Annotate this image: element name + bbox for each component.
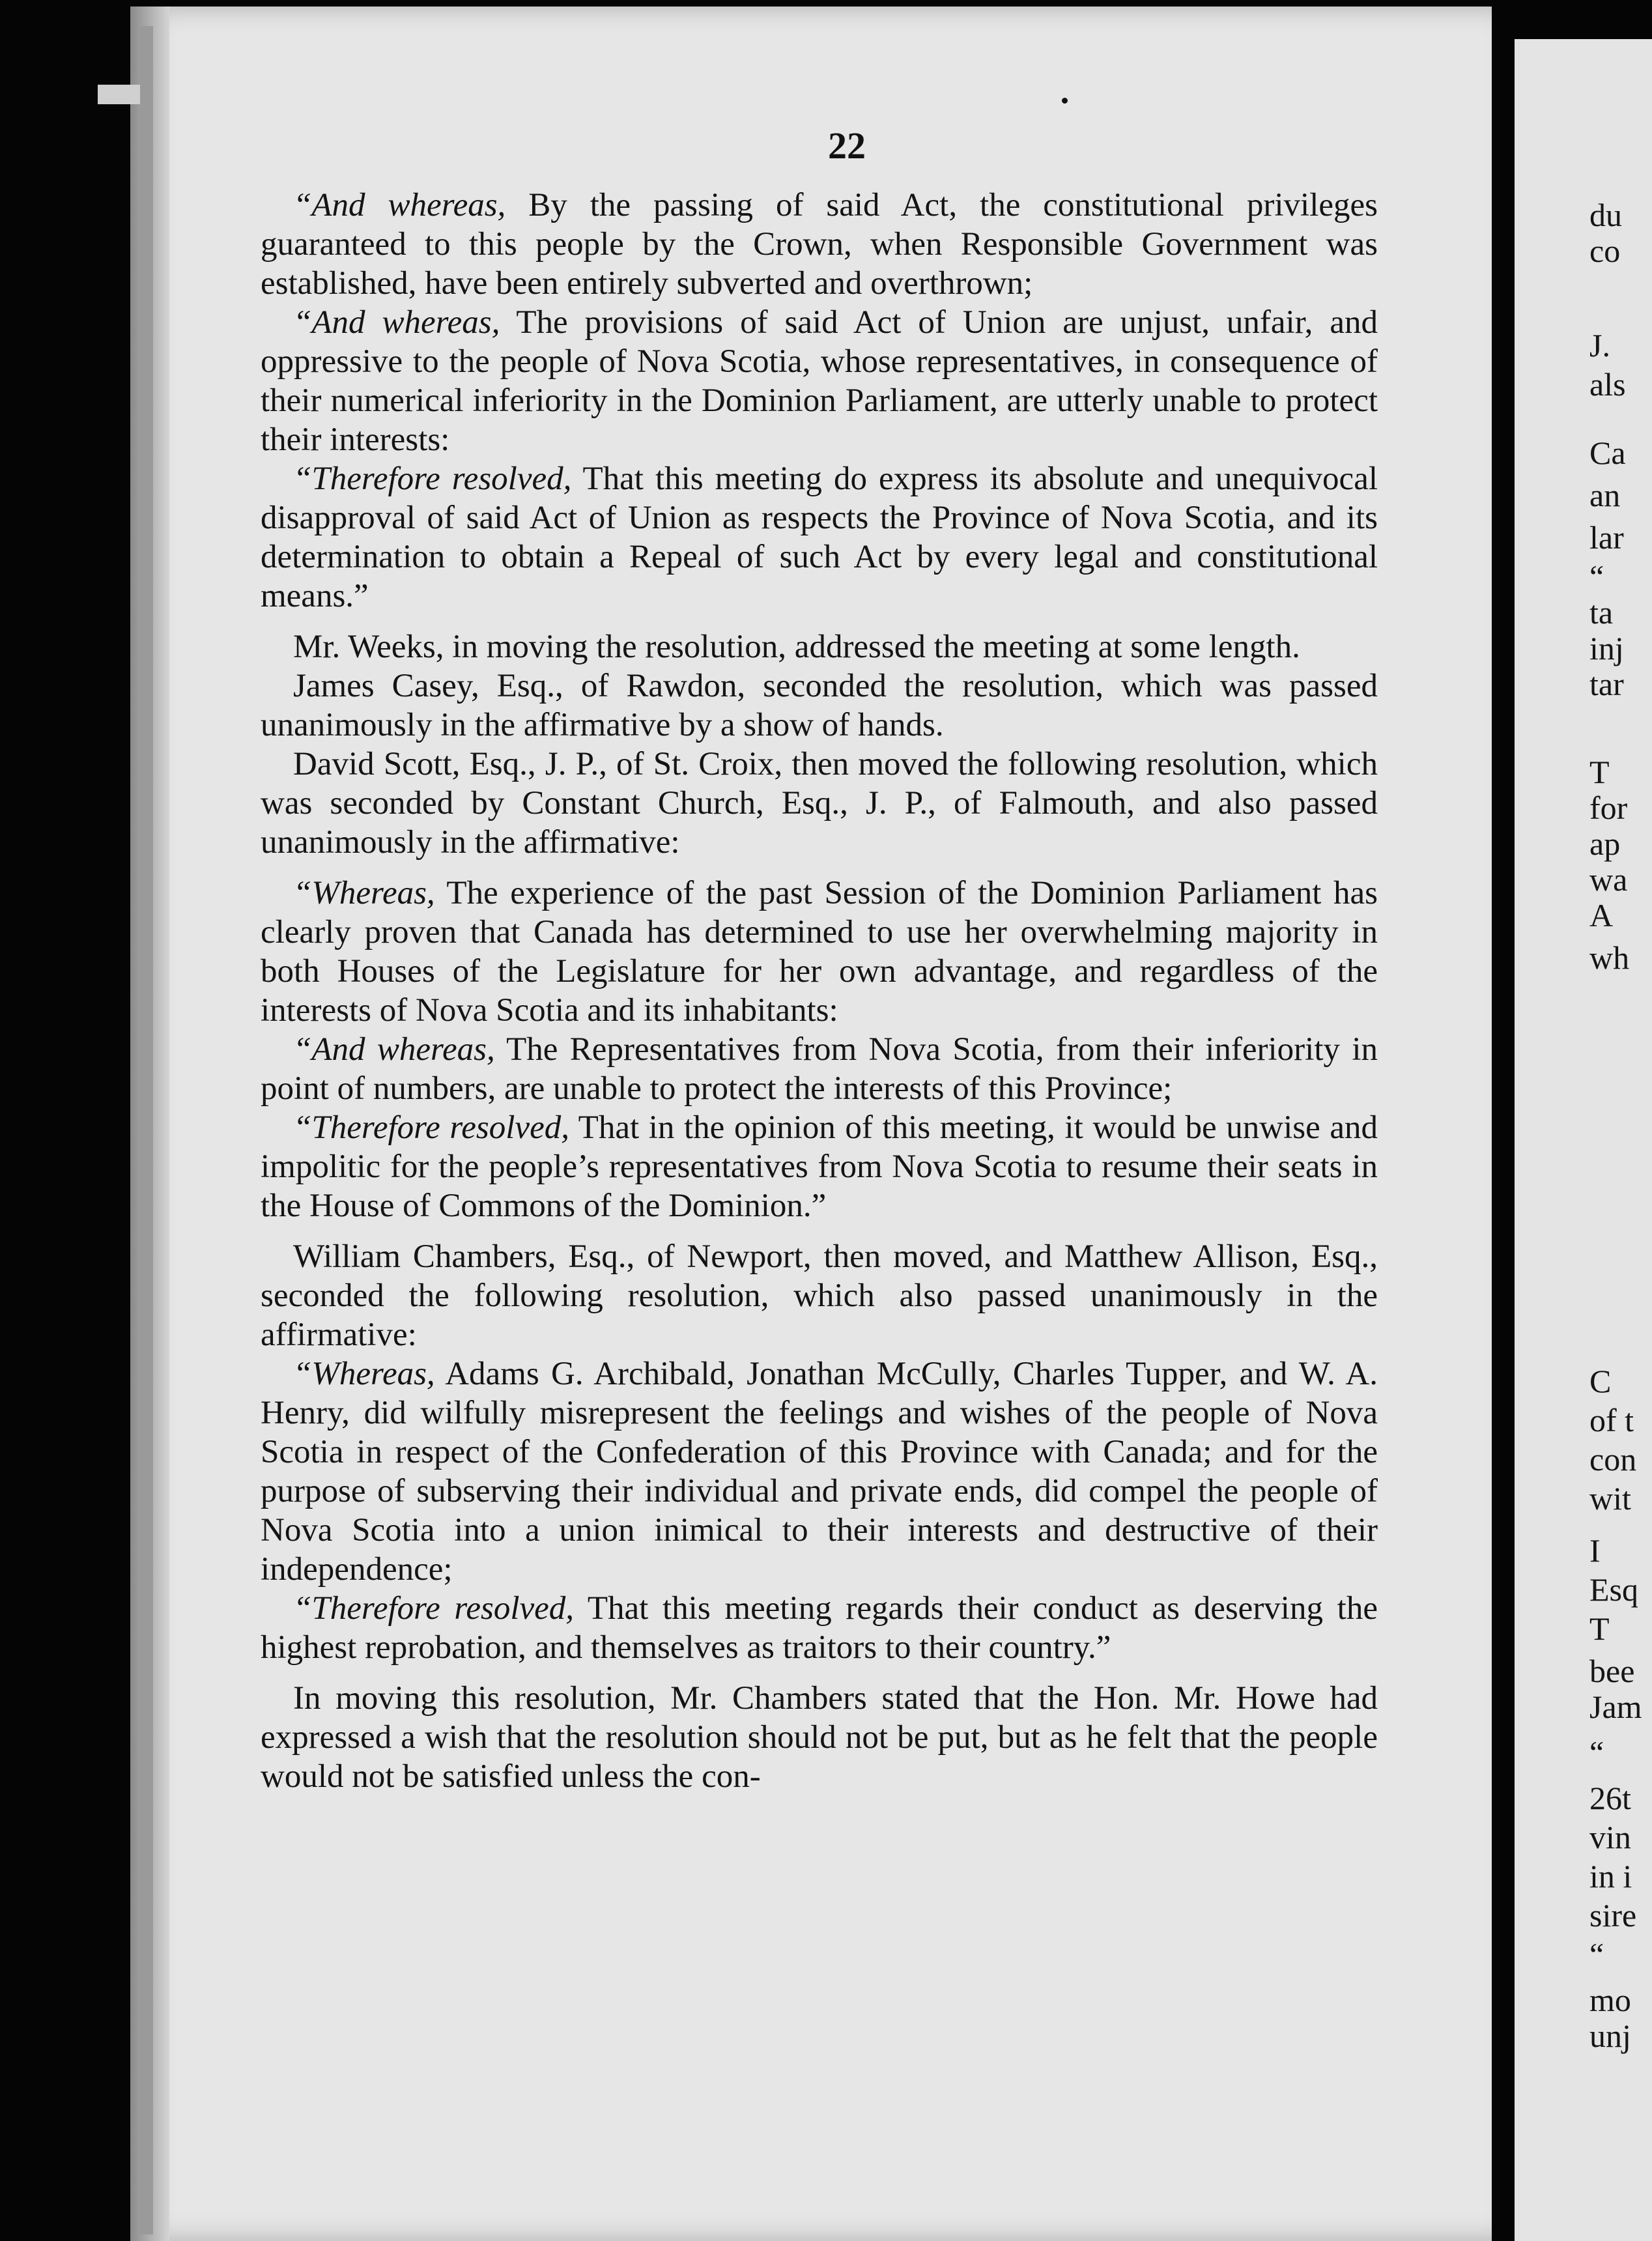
right-page-fragment: for (1589, 790, 1628, 826)
paragraph-lead: “Therefore resolved, (293, 1590, 575, 1627)
right-page-fragment: an (1589, 477, 1621, 513)
paragraph (261, 666, 1378, 745)
right-page-fragment: Ca (1589, 435, 1626, 471)
page-number: 22 (828, 124, 866, 167)
right-page-fragment: inj (1589, 630, 1624, 666)
paragraph (261, 1030, 1378, 1108)
right-page-fragment: mo (1589, 1982, 1631, 2018)
paragraph (261, 627, 1378, 666)
right-page-fragment: du (1589, 197, 1622, 233)
paragraph-lead: “And whereas, (293, 1031, 495, 1068)
paragraph (261, 1237, 1378, 1354)
paragraph-text: William Chambers, Esq., of Newport, then moved, and Matthew Allison, Esq., seconded the following resolution, which also passed unanimously in the affirmative: (261, 1238, 1378, 1353)
right-page-fragment: in i (1589, 1858, 1632, 1894)
right-page-fragment: Esq (1589, 1571, 1638, 1608)
right-page-fragment: sire (1589, 1897, 1637, 1934)
right-page-fragment: unj (1589, 2018, 1631, 2054)
right-page-fragment: “ (1589, 1936, 1604, 1973)
right-page-fragment: C (1589, 1363, 1612, 1399)
paragraph-text: The experience of the past Session of the Dominion Parliament has clearly proven that Canada has determined to use her overwhelming majority in both Houses of the Legislature for her own advantage, and regardless of the interests of Nova Scotia and its inhabitants: (261, 875, 1378, 1029)
paragraph-text: That this meeting regards their conduct as deserving the highest reprobation, and themselves as traitors to their country.” (261, 1590, 1378, 1666)
paragraph-lead: “Therefore resolved, (293, 1109, 569, 1146)
paragraph (261, 874, 1378, 1030)
right-page-fragment: con (1589, 1441, 1637, 1477)
right-page-fragment: I (1589, 1532, 1601, 1569)
paragraph (261, 1108, 1378, 1225)
right-page-fragment: J. (1589, 327, 1610, 364)
paragraph-text: In moving this resolution, Mr. Chambers stated that the Hon. Mr. Howe had expressed a wish that the resolution should not be put, but as he felt that the people would not be satisfied unless the con- (261, 1680, 1378, 1795)
paragraph-text: By the passing of said Act, the constitutional privileges guaranteed to this people by the Crown, when Responsible Government was established, have been entirely subverted and overthrown; (261, 187, 1378, 302)
right-page-fragment: wit (1589, 1480, 1631, 1517)
paragraph-lead: “Whereas, (293, 875, 435, 911)
paragraph-text: That this meeting do express its absolute and unequivocal disapproval of said Act of Union as respects the Province of Nova Scotia, and its determination to obtain a Repeal of such Act by every legal and constitutional means.” (261, 461, 1378, 614)
paragraph-text: The provisions of said Act of Union are unjust, unfair, and oppressive to the people of Nova Scotia, whose representatives, in consequence of their numerical inferiority in the Dominion Parliament, are utterly unable to protect their interests: (261, 304, 1378, 458)
paragraph-lead: “Therefore resolved, (293, 461, 572, 497)
right-page-fragment: lar (1589, 519, 1624, 556)
right-page-fragment: bee (1589, 1653, 1635, 1689)
right-page-fragment: als (1589, 366, 1626, 403)
paragraph-text: Mr. Weeks, in moving the resolution, addressed the meeting at some length. (293, 629, 1300, 665)
right-page-fragment: tar (1589, 666, 1624, 702)
page-fold-mark (98, 85, 143, 104)
paragraph (261, 186, 1378, 303)
paragraph (261, 303, 1378, 459)
paragraph-lead: “And whereas, (293, 304, 500, 341)
right-page-fragment: ap (1589, 825, 1621, 862)
paragraph (261, 745, 1378, 862)
paragraph (261, 1354, 1378, 1589)
paragraph-text: That in the opinion of this meeting, it would be unwise and impolitic for the people’s representatives from Nova Scotia to resume their seats in the House of Commons of the Dominion.” (261, 1109, 1378, 1224)
paragraph-text: Adams G. Archibald, Jonathan McCully, Charles Tupper, and W. A. Henry, did wilfully misrepresent the feelings and wishes of the people of Nova Scotia in respect of the Confederation of this Province with Canada; and for the purpose of subserving their individual and private ends, did compel the people of Nova Scotia into a union inimical to their interests and destructive of their independence; (261, 1356, 1378, 1588)
ink-dot (1062, 98, 1068, 104)
right-page-fragment: ta (1589, 594, 1614, 631)
paragraph-text: David Scott, Esq., J. P., of St. Croix, then moved the following resolution, which was seconded by Constant Church, Esq., J. P., of Falmouth, and also passed unanimously in the affirmative: (261, 746, 1378, 861)
right-page-fragment: T (1589, 754, 1610, 790)
paragraph (261, 1679, 1378, 1796)
right-page-fragment: vin (1589, 1819, 1631, 1855)
right-page-fragment: wa (1589, 861, 1628, 898)
right-page-fragment: “ (1589, 558, 1604, 595)
page-fold-mark (140, 26, 153, 2234)
right-page-fragment: A (1589, 897, 1614, 934)
right-page-fragment: T (1589, 1610, 1610, 1647)
right-page-fragment: wh (1589, 939, 1630, 976)
paragraph (261, 459, 1378, 616)
paragraph-lead: “Whereas, (293, 1356, 435, 1392)
paragraph (261, 1589, 1378, 1667)
right-page-fragment: of t (1589, 1402, 1634, 1438)
right-page-fragment: 26t (1589, 1780, 1631, 1816)
right-page-fragment: co (1589, 233, 1621, 269)
right-page-fragment: Jam (1589, 1689, 1642, 1725)
paragraph-lead: “And whereas, (293, 187, 506, 223)
page-body-text (261, 186, 1378, 1796)
right-page-fragment: “ (1589, 1734, 1604, 1771)
paragraph-text: The Representatives from Nova Scotia, from their inferiority in point of numbers, are unable to protect the interests of this Province; (261, 1031, 1378, 1107)
paragraph-text: James Casey, Esq., of Rawdon, seconded the resolution, which was passed unanimously in the affirmative by a show of hands. (261, 668, 1378, 743)
